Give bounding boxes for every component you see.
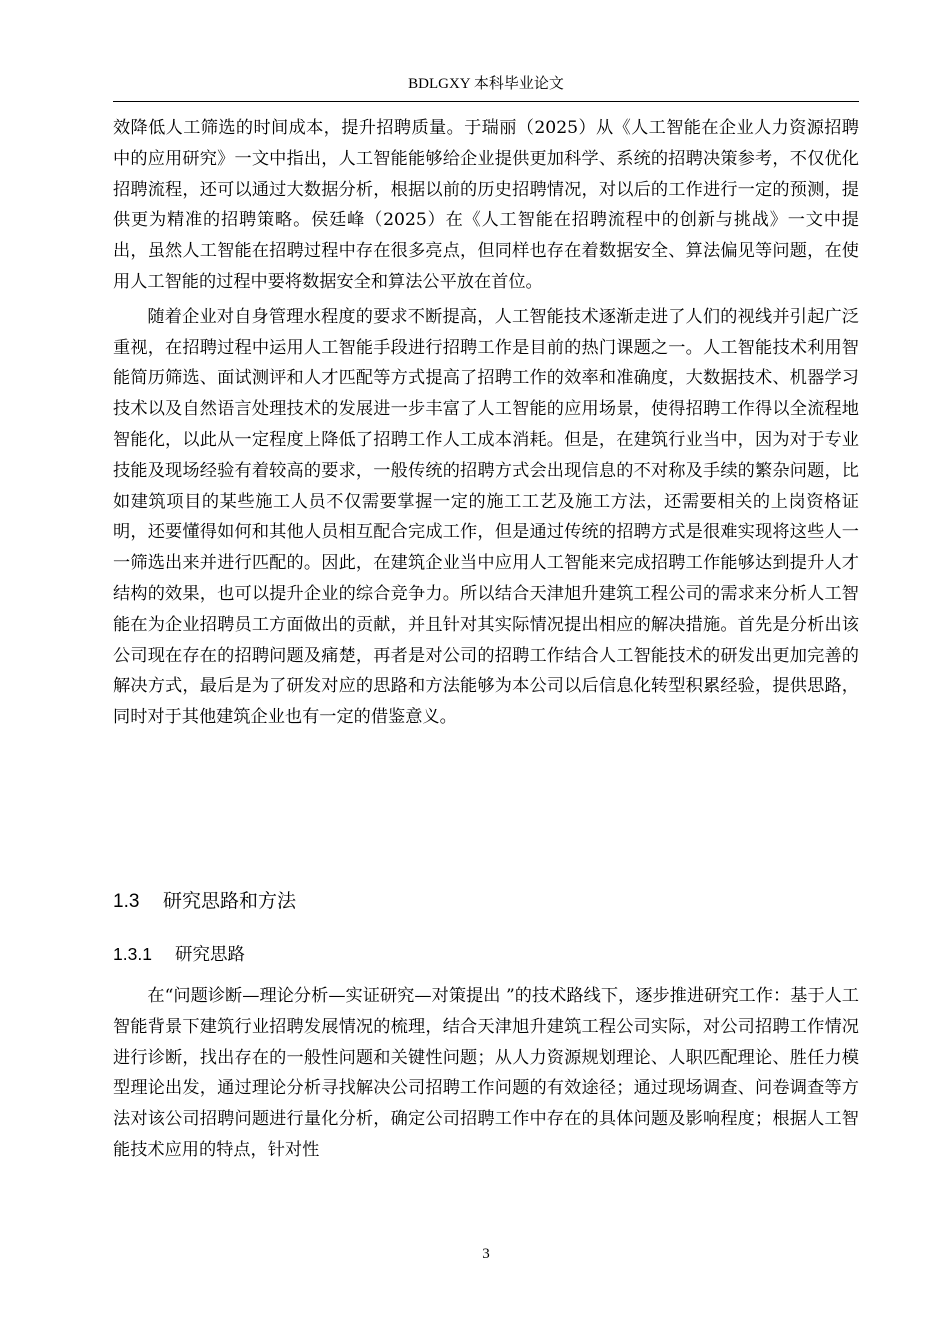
paragraph-continued: 效降低人工筛选的时间成本，提升招聘质量。于瑞丽（2025）从《人工智能在企业人力资源招聘中的应用研究》一文中指出，人工智能能够给企业提供更加科学、系统的招聘决策参考，不仅优化招聘流程，还可以通过大数据分析，根据以前的历史招聘情况，对以后的工作进行一定的预测，提供更为精准的招聘策略。侯廷峰（2025）在《人工智能在招聘流程中的创新与挑战》一文中提出，虽然人工智能在招聘过程中存在很多亮点，但同样也存在着数据安全、算法偏见等问题，在使用人工智能的过程中要将数据安全和算法公平放在首位。 (113, 118, 859, 292)
header-rule (113, 101, 859, 102)
running-header: BDLGXY 本科毕业论文 (408, 76, 564, 92)
paragraph-research-background: 随着企业对自身管理水程度的要求不断提高，人工智能技术逐渐走进了人们的视线并引起广泛重视，在招聘过程中运用人工智能手段进行招聘工作是目前的热门课题之一。人工智能技术利用智能简历筛选、面试测评和人才匹配等方式提高了招聘工作的效率和准确度，大数据技术、机器学习技术以及自然语言处理技术的发展进一步丰富了人工智能的应用场景，使得招聘工作得以全流程地智能化，以此从一定程度上降低了招聘工作人工成本消耗。但是，在建筑行业当中，因为对于专业技能及现场经验有着较高的要求，一般传统的招聘方式会出现信息的不对称及手续的繁杂问题，比如建筑项目的某些施工人员不仅需要掌握一定的施工工艺及施工方法，还需要相关的上岗资格证明，还要懂得如何和其他人员相互配合完成工作，但是通过传统的招聘方式是很难实现将这些人一一筛选出来并进行匹配的。因此，在建筑企业当中应用人工智能来完成招聘工作能够达到提升人才结构的效果，也可以提升企业的综合竞争力。所以结合天津旭升建筑工程公司的需求来分析人工智能在为企业招聘员工方面做出的贡献，并且针对其实际情况提出相应的解决措施。首先是分析出该公司现在存在的招聘问题及痛楚，再者是对公司的招聘工作结合人工智能技术的研发出更加完善的解决方式，最后是为了研发对应的思路和方法能够为本公司以后信息化转型积累经验，提供思路，同时对于其他建筑企业也有一定的借鉴意义。 (113, 306, 859, 728)
body-text-top (113, 113, 859, 733)
page-number: 3 (482, 1246, 490, 1262)
subsection-number: 1.3.1 (113, 944, 152, 964)
subsection-title: 研究思路 (175, 944, 245, 964)
section-number: 1.3 (113, 891, 140, 912)
section-title: 研究思路和方法 (163, 891, 297, 912)
section-heading (113, 889, 296, 915)
body-text-bottom (113, 981, 859, 1166)
subsection-heading (113, 942, 245, 966)
paragraph-research-approach: 在“问题诊断—理论分析—实证研究—对策提出 ”的技术路线下，逐步推进研究工作：基于人工智能背景下建筑行业招聘发展情况的梳理，结合天津旭升建筑工程公司实际，对公司招聘工作情况进行诊断，找出存在的一般性问题和关键性问题；从人力资源规划理论、人职匹配理论、胜任力模型理论出发，通过理论分析寻找解决公司招聘工作问题的有效途径；通过现场调查、问卷调查等方法对该公司招聘问题进行量化分析，确定公司招聘工作中存在的具体问题及影响程度；根据人工智能技术应用的特点，针对性 (113, 986, 859, 1160)
